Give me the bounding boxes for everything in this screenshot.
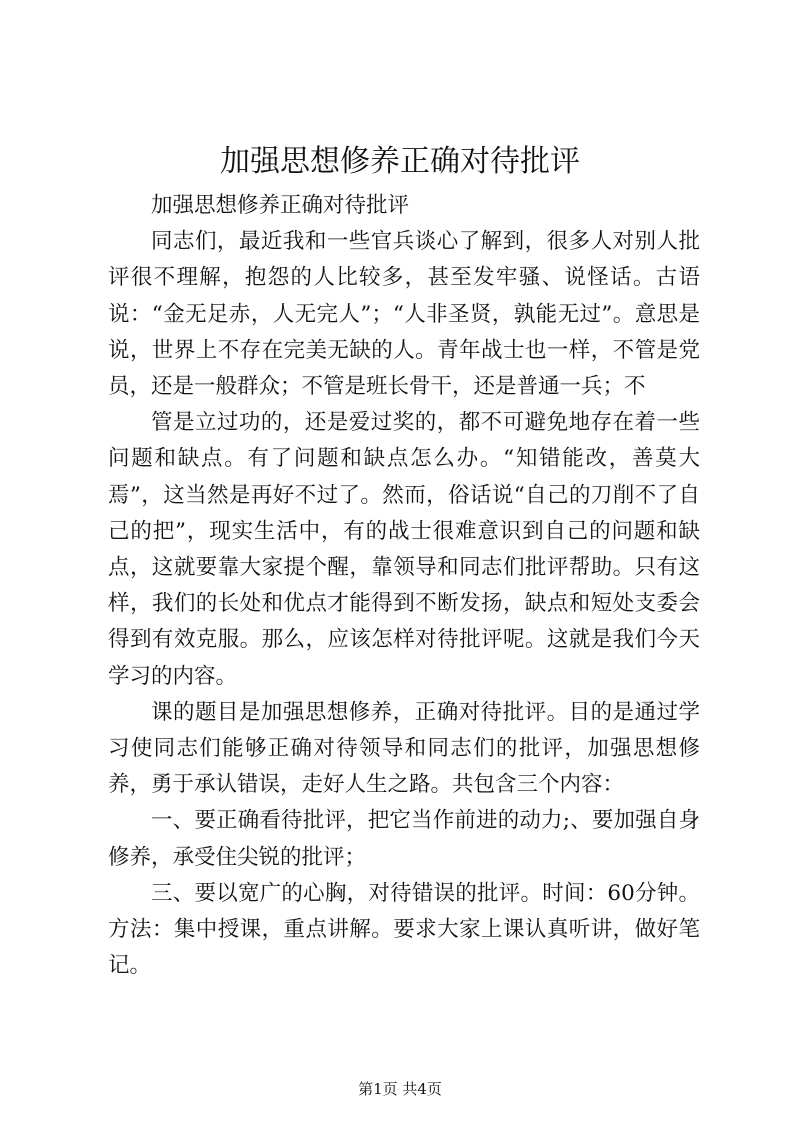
document-title: 加强思想修养正确对待批评: [220, 144, 580, 179]
paragraph-point-three: 三、要以宽广的心胸，对待错误的批评。时间：60分钟。方法：集中授课，重点讲解。要求大家上课认真听讲，做好笔记。: [108, 880, 700, 979]
paragraph-topic: 课的题目是加强思想修养，正确对待批评。目的是通过学习使同志们能够正确对待领导和同志们的批评，加强思想修养，勇于承认错误，走好人生之路。共包含三个内容：: [108, 699, 700, 798]
page-footer: 第1页 共4页: [358, 1080, 442, 1098]
paragraph-intro: 同志们，最近我和一些官兵谈心了解到，很多人对别人批评很不理解，抱怨的人比较多，甚至发牢骚、说怪话。古语说：“金无足赤，人无完人”；“人非圣贤，孰能无过”。意思是说，世界上不存在完美无缺的人。青年战士也一样，不管是党员，还是一般群众；不管是班长骨干，还是普通一兵；不: [108, 229, 700, 400]
paragraph-problems: 管是立过功的，还是爱过奖的，都不可避免地存在着一些问题和缺点。有了问题和缺点怎么办。“知错能改，善莫大焉”，这当然是再好不过了。然而，俗话说“自己的刀削不了自己的把”，现实生活中，有的战士很难意识到自己的问题和缺点，这就要靠大家提个醒，靠领导和同志们批评帮助。只有这样，我们的长处和优点才能得到不断发扬，缺点和短处支委会得到有效克服。那么，应该怎样对待批评呢。这就是我们今天学习的内容。: [108, 410, 700, 689]
document-body: [108, 188, 700, 984]
paragraph-point-one: 一、要正确看待批评，把它当作前进的动力;、要加强自身修养，承受住尖锐的批评；: [108, 808, 700, 870]
paragraph-subtitle: 加强思想修养正确对待批评: [151, 193, 410, 218]
